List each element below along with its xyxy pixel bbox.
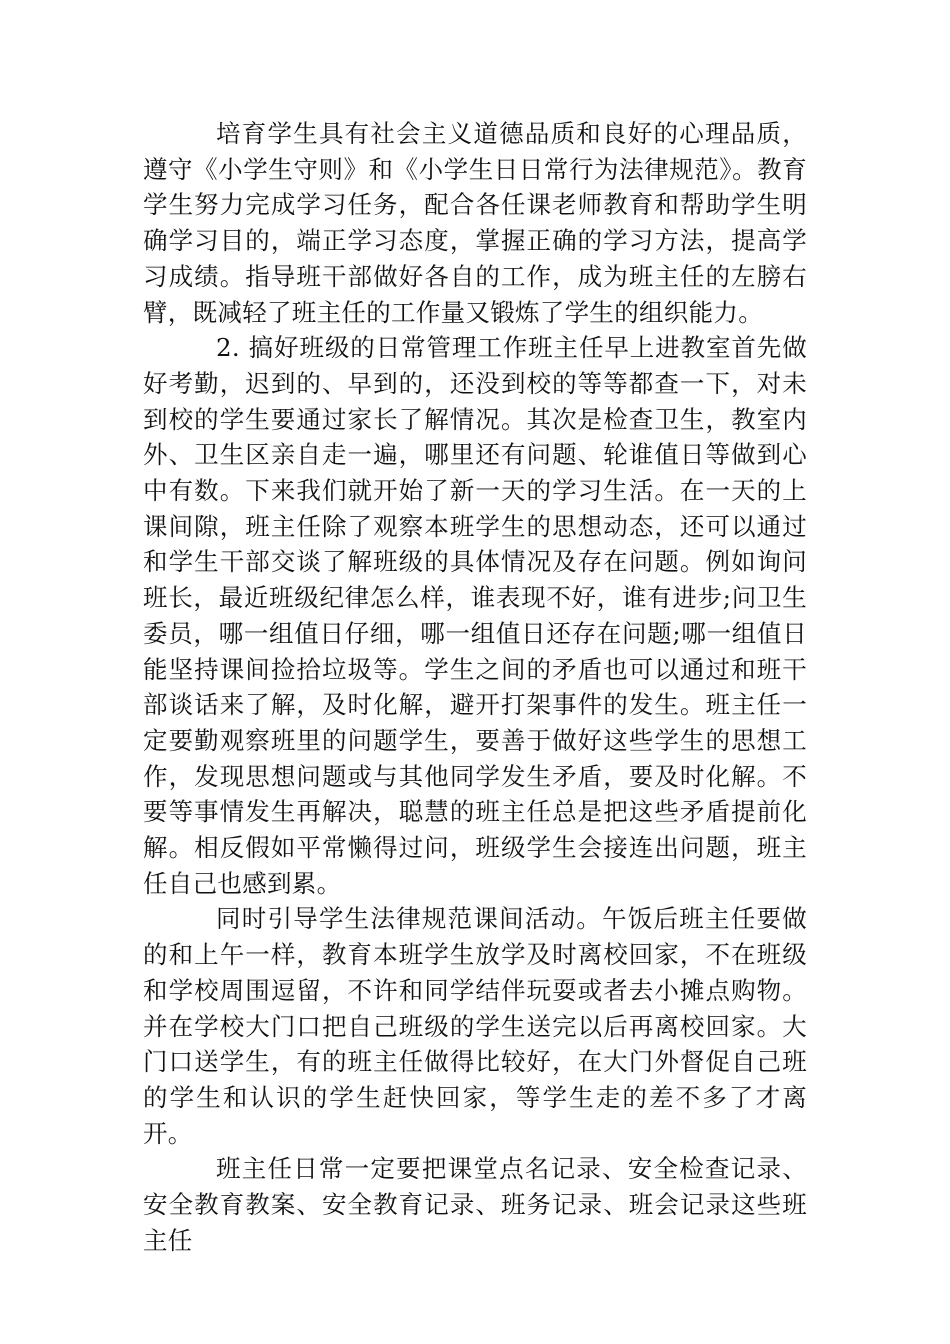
paragraph-4: 班主任日常一定要把课堂点名记录、安全检查记录、安全教育教案、安全教育记录、班务记录、班会记录这些班主任 — [143, 1154, 807, 1255]
paragraph-1: 培育学生具有社会主义道德品质和良好的心理品质，遵守《小学生守则》和《小学生日日常行为法律规范》。教育学生努力完成学习任务，配合各任课老师教育和帮助学生明确学习目的，端正学习态度，掌握正确的学习方法，提高学习成绩。指导班干部做好各自的工作，成为班主任的左膀右臂，既减轻了班主任的工作量又锻炼了学生的组织能力。 — [143, 119, 807, 327]
paragraph-3: 同时引导学生法律规范课间活动。午饭后班主任要做的和上午一样，教育本班学生放学及时离校回家，不在班级和学校周围逗留，不许和同学结伴玩耍或者去小摊点购物。并在学校大门口把自己班级的学生送完以后再离校回家。大门口送学生，有的班主任做得比较好，在大门外督促自己班的学生和认识的学生赶快回家，等学生走的差不多了才离开。 — [143, 904, 807, 1148]
document-body — [143, 116, 807, 1259]
paragraph-2: 2. 搞好班级的日常管理工作班主任早上进教室首先做好考勤，迟到的、早到的，还没到校的等等都查一下，对未到校的学生要通过家长了解情况。其次是检查卫生，教室内外、卫生区亲自走一遍，哪里还有问题、轮谁值日等做到心中有数。下来我们就开始了新一天的学习生活。在一天的上课间隙，班主任除了观察本班学生的思想动态，还可以通过和学生干部交谈了解班级的具体情况及存在问题。例如询问班长，最近班级纪律怎么样，谁表现不好，谁有进步;问卫生委员，哪一组值日仔细，哪一组值日还存在问题;哪一组值日能坚持课间捡拾垃圾等。学生之间的矛盾也可以通过和班干部谈话来了解，及时化解，避开打架事件的发生。班主任一定要勤观察班里的问题学生，要善于做好这些学生的思想工作，发现思想问题或与其他同学发生矛盾，要及时化解。不要等事情发生再解决，聪慧的班主任总是把这些矛盾提前化解。相反假如平常懒得过问，班级学生会接连出问题，班主任自己也感到累。 — [143, 333, 807, 898]
